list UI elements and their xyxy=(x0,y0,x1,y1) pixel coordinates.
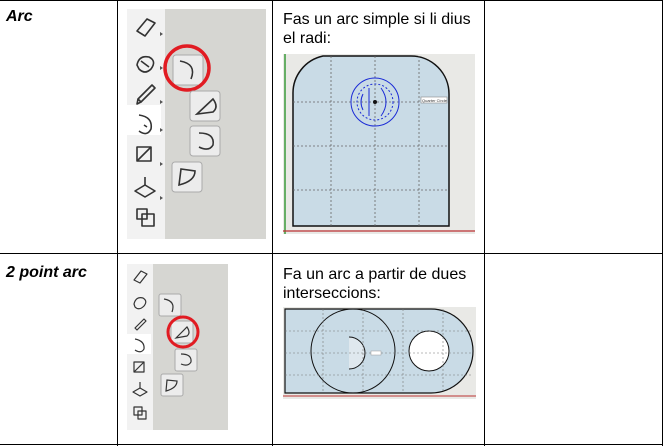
pie-icon[interactable] xyxy=(172,162,202,192)
canvas-screenshot-2-point-arc xyxy=(283,307,476,399)
table-border-mid xyxy=(0,253,663,254)
toolbar-screenshot-2-point-arc xyxy=(127,264,228,430)
row-title-arc: Arc xyxy=(6,8,33,25)
arc-icon[interactable] xyxy=(173,55,203,85)
toolbar-screenshot-arc xyxy=(127,9,266,239)
table-col-2 xyxy=(272,0,273,446)
canvas-screenshot-arc xyxy=(283,54,475,234)
arc-icon[interactable] xyxy=(159,294,181,316)
table-col-1 xyxy=(117,0,118,446)
pie-icon[interactable] xyxy=(161,374,183,396)
table-border-bottom xyxy=(0,444,663,445)
2-point-arc-icon[interactable] xyxy=(171,321,193,343)
row-description-2-point-arc: Fa un arc a partir de dues interseccions: xyxy=(283,266,467,302)
table-border-top xyxy=(0,0,663,1)
tooltip-label: Quarter Circle xyxy=(422,98,447,103)
3-point-arc-icon[interactable] xyxy=(190,126,220,156)
3-point-arc-icon[interactable] xyxy=(175,349,197,371)
row-title-2-point-arc: 2 point arc xyxy=(6,264,87,281)
table-col-3 xyxy=(484,0,485,446)
2-point-arc-icon[interactable] xyxy=(190,91,220,121)
row-description-arc: Fas un arc simple si li dius el radi: xyxy=(283,11,471,47)
